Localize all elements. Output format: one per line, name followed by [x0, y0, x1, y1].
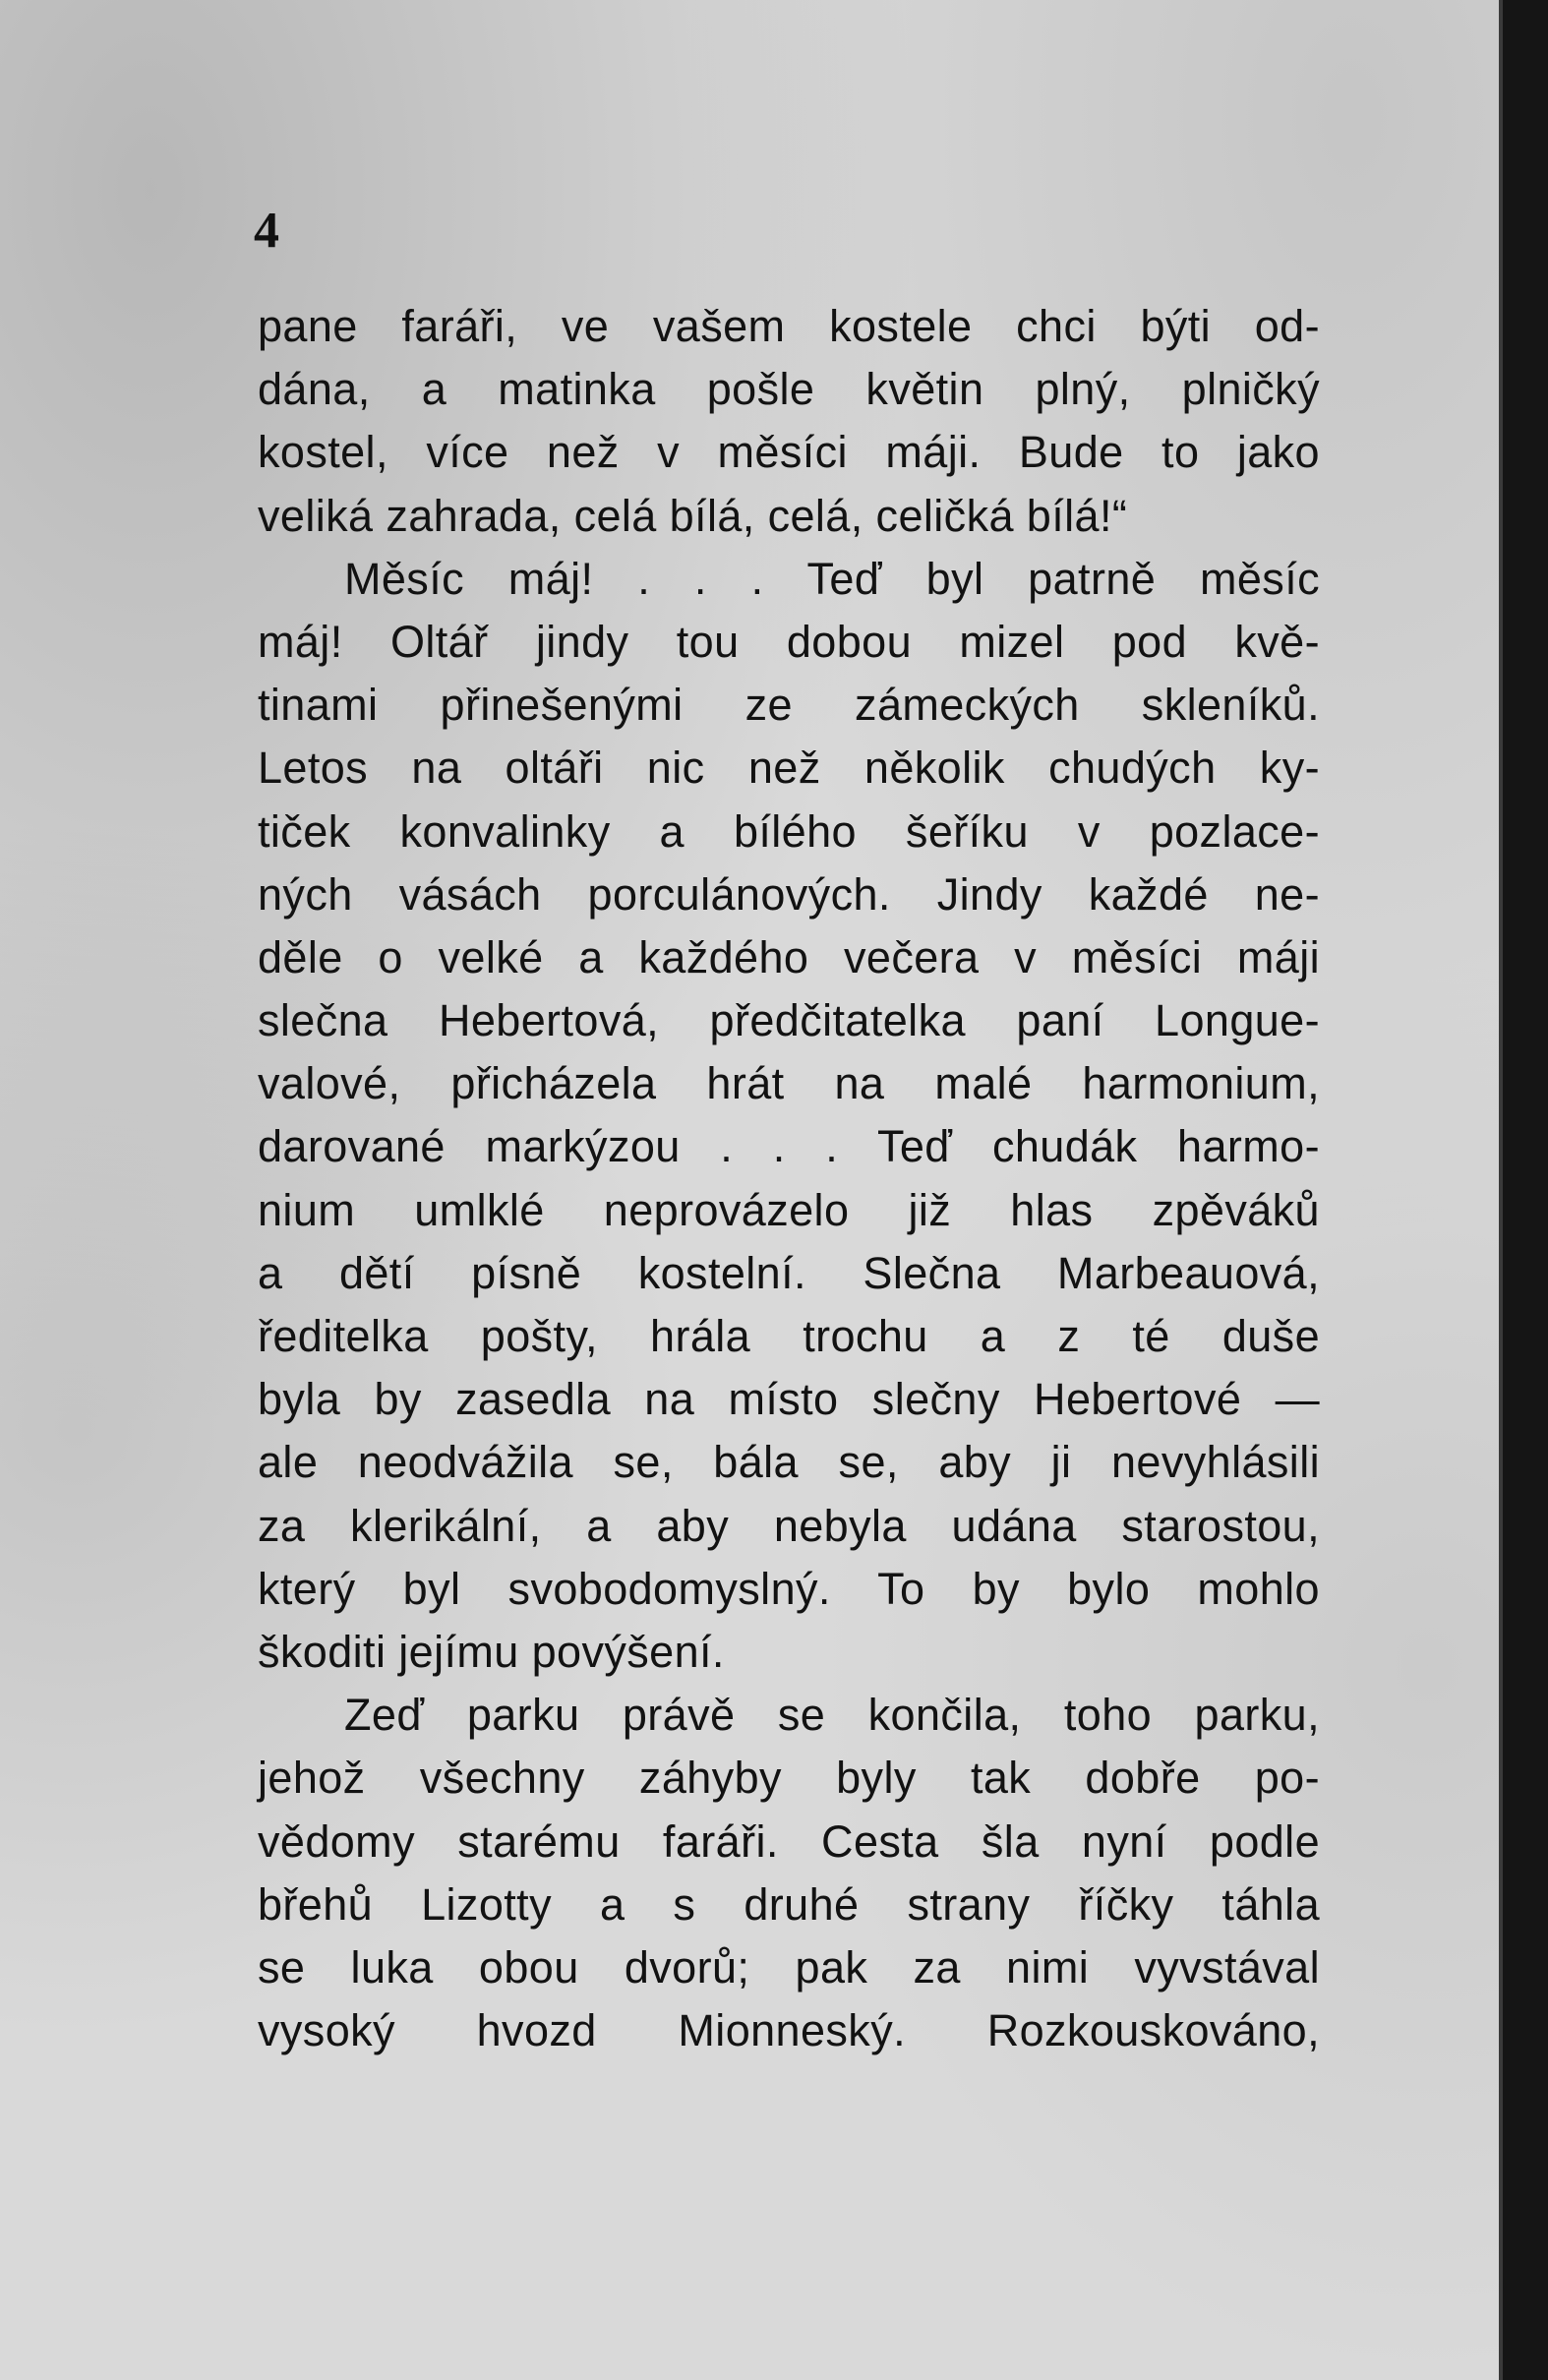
text-line: byla by zasedla na místo slečny Hebertové —: [258, 1374, 1320, 1425]
text-line: Zeď parku právě se končila, toho parku,: [344, 1690, 1320, 1741]
page-number: 4: [254, 203, 279, 259]
text-line: vědomy starému faráři. Cesta šla nyní podle: [258, 1815, 1320, 1867]
text-line: tinami přinešenými ze zámeckých skleníků.: [258, 680, 1320, 731]
text-line: ale neodvážila se, bála se, aby ji nevyhlásili: [258, 1437, 1320, 1488]
text-line: tiček konvalinky a bílého šeříku v pozlace-: [258, 805, 1320, 857]
text-line: veliká zahrada, celá bílá, celá, celičká bílá!“: [258, 490, 1128, 541]
text-line: děle o velké a každého večera v měsíci máji: [258, 931, 1320, 982]
text-line: se luka obou dvorů; pak za nimi vyvstával: [258, 1941, 1320, 1993]
text-line: máj! Oltář jindy tou dobou mizel pod kvě-: [258, 616, 1320, 667]
body-text: [258, 295, 1320, 2062]
text-line: ných vásách porculánových. Jindy každé ne-: [258, 868, 1320, 920]
text-line: dána, a matinka pošle květin plný, plničký: [258, 364, 1320, 415]
text-line: ředitelka pošty, hrála trochu a z té duše: [258, 1311, 1320, 1361]
text-line: pane faráři, ve vašem kostele chci býti od-: [258, 301, 1320, 351]
text-line: jehož všechny záhyby byly tak dobře po-: [258, 1753, 1320, 1804]
text-line: darované markýzou . . . Teď chudák harmo-: [258, 1121, 1320, 1172]
text-line: a dětí písně kostelní. Slečna Marbeauová,: [258, 1247, 1320, 1298]
scan-border: [1499, 0, 1548, 2380]
text-line: vysoký hvozd Mionneský. Rozkouskováno,: [258, 2005, 1320, 2056]
text-line: za klerikální, a aby nebyla udána starostou,: [258, 1500, 1320, 1551]
text-line: slečna Hebertová, předčitatelka paní Longue-: [258, 995, 1320, 1046]
text-line: Měsíc máj! . . . Teď byl patrně měsíc: [344, 553, 1320, 604]
text-line: nium umlklé neprovázelo již hlas zpěváků: [258, 1184, 1320, 1235]
text-line: Letos na oltáři nic než několik chudých ky-: [258, 743, 1320, 794]
text-line: který byl svobodomyslný. To by bylo mohlo: [258, 1563, 1320, 1614]
text-line: kostel, více než v měsíci máji. Bude to jako: [258, 427, 1320, 478]
text-line: škoditi jejímu povýšení.: [258, 1626, 725, 1677]
text-line: břehů Lizotty a s druhé strany říčky táhla: [258, 1878, 1320, 1930]
text-line: valové, přicházela hrát na malé harmonium,: [258, 1058, 1320, 1109]
